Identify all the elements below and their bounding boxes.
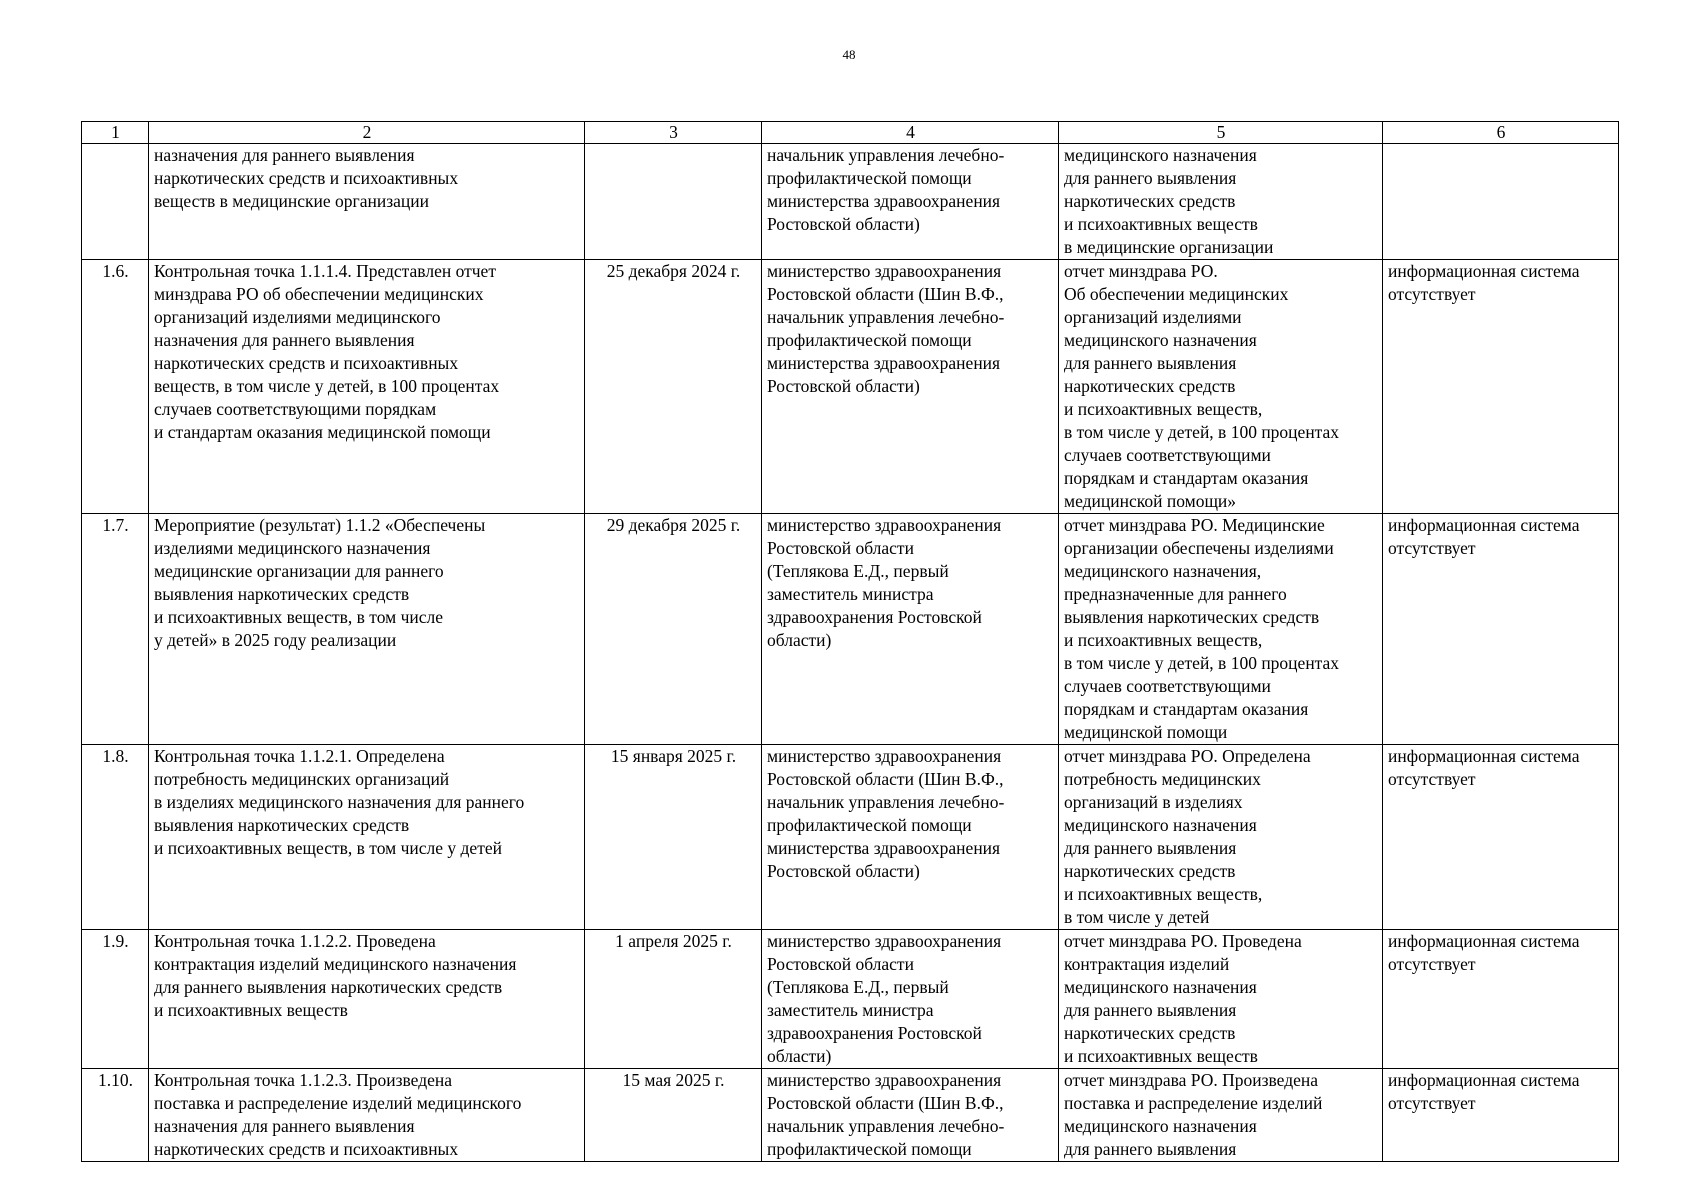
header-row (82, 122, 1619, 144)
information-system-cell: информационная система отсутствует (1383, 745, 1619, 930)
row-number-cell: 1.7. (82, 514, 149, 745)
column-header-1: 1 (82, 122, 149, 144)
result-cell: отчет минздрава РО. Проведена контрактация изделий медицинского назначения для раннего выявления наркотических средств и психоактивных веществ (1059, 930, 1383, 1069)
event-cell: Контрольная точка 1.1.2.3. Произведена поставка и распределение изделий медицинского назначения для раннего выявления наркотических средств и психоактивных (149, 1069, 585, 1162)
result-cell: отчет минздрава РО. Об обеспечении медицинских организаций изделиями медицинского назначения для раннего выявления наркотических средств и психоактивных веществ, в том числе у детей, в 100 процентах случаев соответствующими порядкам и стандартам оказания медицинской помощи» (1059, 260, 1383, 514)
table-row (82, 745, 1619, 930)
page-number: 48 (842, 47, 856, 62)
column-header-6: 6 (1383, 122, 1619, 144)
information-system-cell: информационная система отсутствует (1383, 1069, 1619, 1162)
date-cell: 1 апреля 2025 г. (585, 930, 762, 1069)
information-system-cell (1383, 144, 1619, 260)
date-cell: 25 декабря 2024 г. (585, 260, 762, 514)
row-number-cell: 1.9. (82, 930, 149, 1069)
table-row (82, 930, 1619, 1069)
date-cell (585, 144, 762, 260)
event-cell: Мероприятие (результат) 1.1.2 «Обеспечены изделиями медицинского назначения медицинские организации для раннего выявления наркотических средств и психоактивных веществ, в том числе у детей» в 2025 году реализации (149, 514, 585, 745)
date-cell: 15 мая 2025 г. (585, 1069, 762, 1162)
result-cell: медицинского назначения для раннего выявления наркотических средств и психоактивных веществ в медицинские организации (1059, 144, 1383, 260)
result-cell: отчет минздрава РО. Определена потребность медицинских организаций в изделиях медицинского назначения для раннего выявления наркотических средств и психоактивных веществ, в том числе у детей (1059, 745, 1383, 930)
row-number-cell: 1.8. (82, 745, 149, 930)
event-cell: Контрольная точка 1.1.1.4. Представлен отчет минздрава РО об обеспечении медицинских организаций изделиями медицинского назначения для раннего выявления наркотических средств и психоактивных веществ, в том числе у детей, в 100 процентах случаев соответствующими порядкам и стандартам оказания медицинской помощи (149, 260, 585, 514)
column-header-3: 3 (585, 122, 762, 144)
row-number-cell: 1.10. (82, 1069, 149, 1162)
table-header (82, 122, 1619, 144)
column-header-5: 5 (1059, 122, 1383, 144)
column-header-4: 4 (762, 122, 1059, 144)
event-cell: Контрольная точка 1.1.2.1. Определена потребность медицинских организаций в изделиях медицинского назначения для раннего выявления наркотических средств и психоактивных веществ, в том числе у детей (149, 745, 585, 930)
responsible-cell: министерство здравоохранения Ростовской области (Шин В.Ф., начальник управления лечебно- профилактической помощи министерства здравоохранения Ростовской области) (762, 745, 1059, 930)
table-row (82, 514, 1619, 745)
column-header-2: 2 (149, 122, 585, 144)
information-system-cell: информационная система отсутствует (1383, 930, 1619, 1069)
plan-table (81, 121, 1619, 1162)
row-number-cell (82, 144, 149, 260)
information-system-cell: информационная система отсутствует (1383, 260, 1619, 514)
event-cell: Контрольная точка 1.1.2.2. Проведена контрактация изделий медицинского назначения для раннего выявления наркотических средств и психоактивных веществ (149, 930, 585, 1069)
responsible-cell: министерство здравоохранения Ростовской области (Теплякова Е.Д., первый заместитель министра здравоохранения Ростовской области) (762, 930, 1059, 1069)
event-cell: назначения для раннего выявления наркотических средств и психоактивных веществ в медицинские организации (149, 144, 585, 260)
responsible-cell: министерство здравоохранения Ростовской области (Шин В.Ф., начальник управления лечебно- профилактической помощи (762, 1069, 1059, 1162)
result-cell: отчет минздрава РО. Медицинские организации обеспечены изделиями медицинского назначения, предназначенные для раннего выявления наркотических средств и психоактивных веществ, в том числе у детей, в 100 процентах случаев соответствующими порядкам и стандартам оказания медицинской помощи (1059, 514, 1383, 745)
date-cell: 15 января 2025 г. (585, 745, 762, 930)
date-cell: 29 декабря 2025 г. (585, 514, 762, 745)
responsible-cell: министерство здравоохранения Ростовской области (Шин В.Ф., начальник управления лечебно- профилактической помощи министерства здравоохранения Ростовской области) (762, 260, 1059, 514)
table-row (82, 260, 1619, 514)
result-cell: отчет минздрава РО. Произведена поставка и распределение изделий медицинского назначения для раннего выявления (1059, 1069, 1383, 1162)
row-number-cell: 1.6. (82, 260, 149, 514)
information-system-cell: информационная система отсутствует (1383, 514, 1619, 745)
table-body (82, 144, 1619, 1162)
table-row (82, 144, 1619, 260)
responsible-cell: министерство здравоохранения Ростовской области (Теплякова Е.Д., первый заместитель министра здравоохранения Ростовской области) (762, 514, 1059, 745)
responsible-cell: начальник управления лечебно- профилактической помощи министерства здравоохранения Ростовской области) (762, 144, 1059, 260)
table-row (82, 1069, 1619, 1162)
